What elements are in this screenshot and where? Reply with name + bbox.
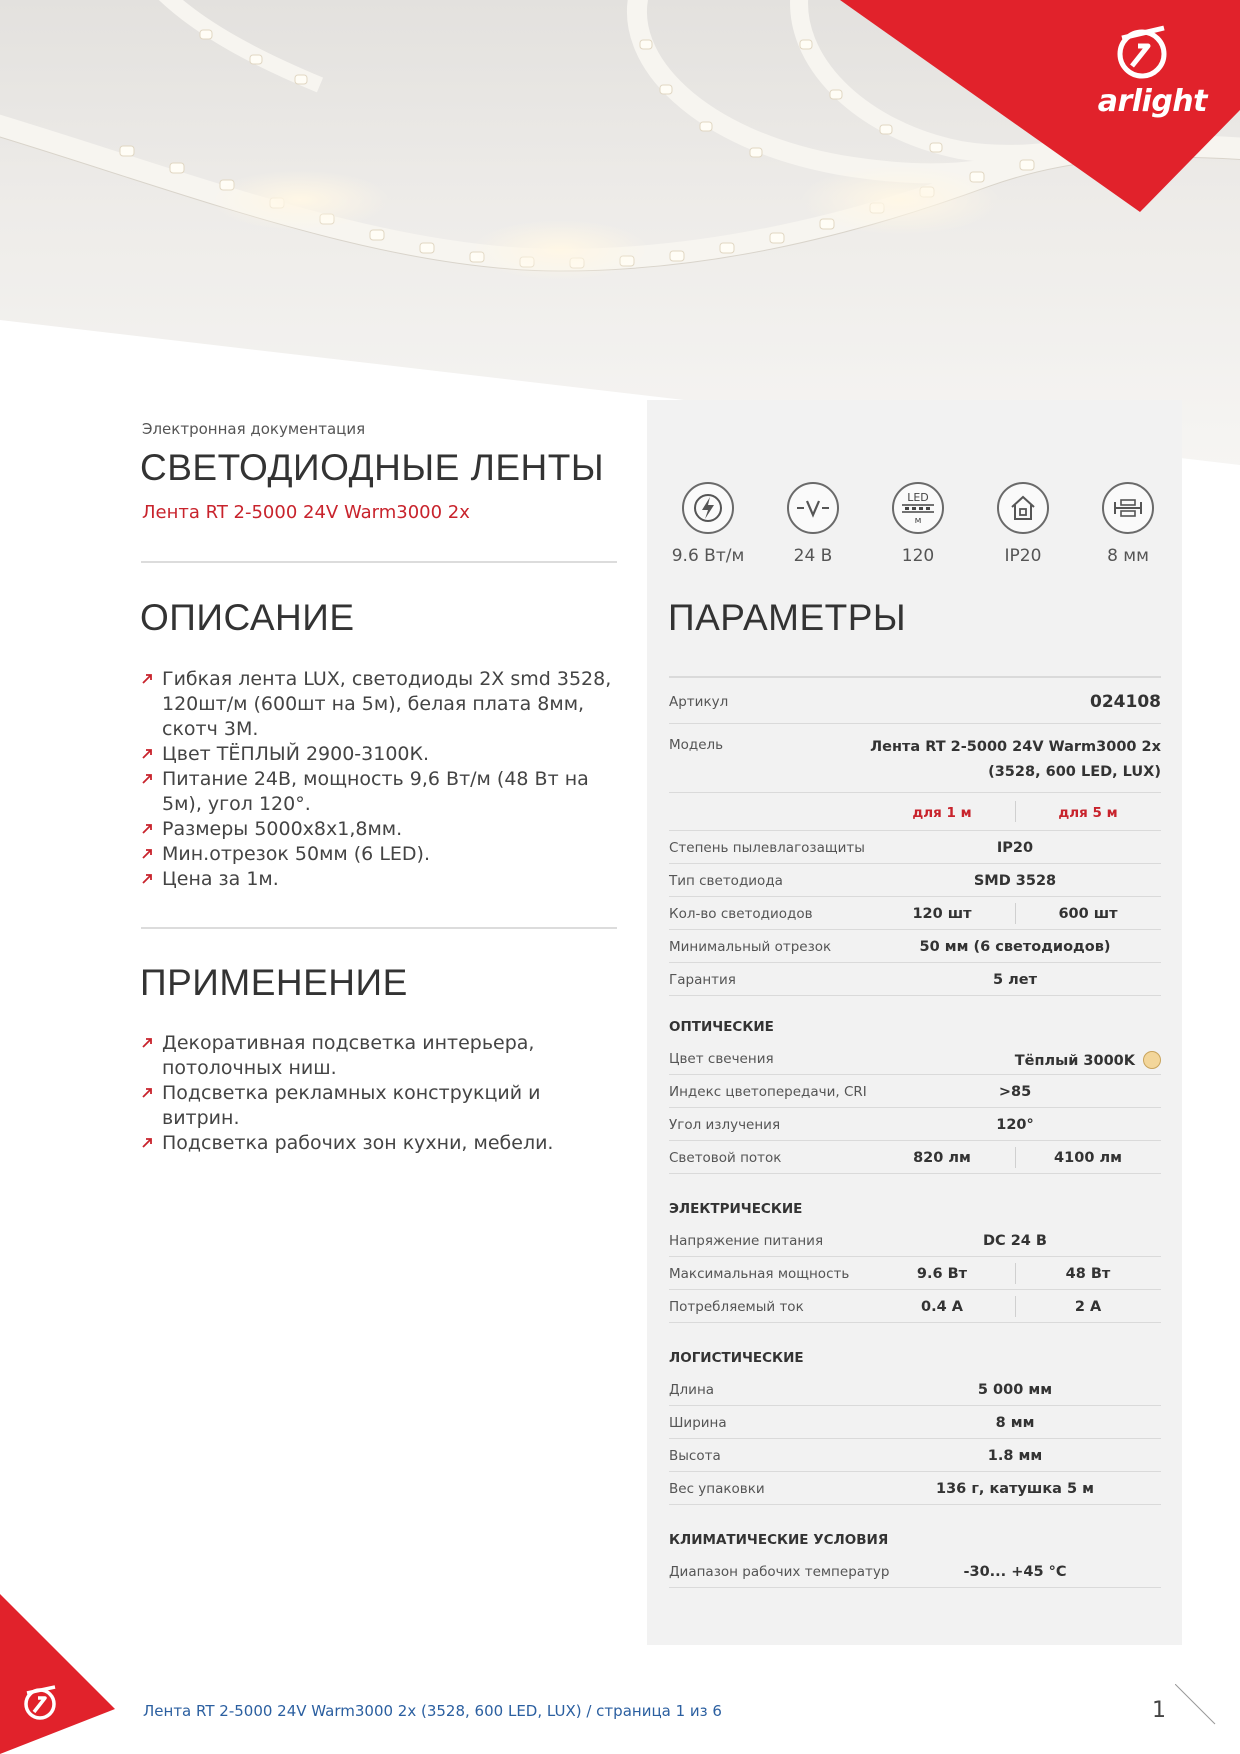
model-label: Модель — [669, 737, 724, 753]
led-per-meter-icon — [892, 482, 944, 534]
list-item — [142, 1031, 612, 1081]
page-title: СВЕТОДИОДНЫЕ ЛЕНТЫ — [140, 447, 605, 488]
param-row — [669, 1555, 1161, 1588]
param-label: Минимальный отрезок — [669, 939, 832, 955]
param-value-text: 136 г, катушка 5 м — [936, 1481, 1094, 1497]
param-label: Длина — [669, 1382, 715, 1398]
house-ip-icon — [997, 482, 1049, 534]
param-value — [869, 1481, 1161, 1497]
parameters-table — [669, 676, 1161, 1588]
param-value-1m: 9.6 Вт — [916, 1266, 968, 1282]
bullet-arrow-icon — [142, 773, 153, 784]
feature-voltage — [773, 482, 853, 566]
list-item-text: Подсветка рекламных конструкций и витрин. — [162, 1082, 541, 1129]
voltage-icon — [787, 482, 839, 534]
param-value-5m: 4100 лм — [1054, 1150, 1122, 1166]
logistic-heading: ЛОГИСТИЧЕСКИЕ — [669, 1350, 804, 1366]
electrical-rows — [669, 1224, 1161, 1323]
param-label: Цвет свечения — [669, 1051, 774, 1067]
param-value — [869, 1117, 1161, 1133]
model-value-line-2: (3528, 600 LED, LUX) — [988, 764, 1161, 780]
param-row — [669, 1075, 1161, 1108]
ip-label: IP20 — [1004, 546, 1042, 566]
param-row — [669, 1108, 1161, 1141]
param-value-text: 5 000 мм — [977, 1382, 1053, 1398]
divider — [141, 561, 617, 563]
param-value — [869, 1051, 1161, 1069]
description-list — [142, 667, 612, 892]
param-value — [869, 972, 1161, 988]
optical-rows — [669, 1042, 1161, 1174]
param-value-text: 50 мм (6 светодиодов) — [919, 939, 1111, 955]
param-value — [869, 1233, 1161, 1249]
bullet-arrow-icon — [142, 748, 153, 759]
list-item — [142, 817, 612, 842]
list-item-text: Мин.отрезок 50мм (6 LED). — [162, 843, 430, 865]
param-row — [669, 1042, 1161, 1075]
divider — [141, 927, 617, 929]
param-row — [669, 930, 1161, 963]
param-row — [669, 1472, 1161, 1505]
bullet-arrow-icon — [142, 1087, 153, 1098]
bullet-arrow-icon — [142, 673, 153, 684]
climate-heading: КЛИМАТИЧЕСКИЕ УСЛОВИЯ — [669, 1532, 889, 1548]
list-item-text: Цена за 1м. — [162, 868, 279, 890]
param-row — [669, 1141, 1161, 1174]
article-label: Артикул — [669, 694, 729, 710]
param-row — [669, 1257, 1161, 1290]
param-value-1m: 120 шт — [912, 906, 972, 922]
feature-icons — [668, 482, 1158, 566]
param-row — [669, 897, 1161, 930]
page-number: 1 — [1152, 1698, 1166, 1723]
list-item — [142, 767, 612, 817]
param-label: Степень пылевлагозащиты — [669, 840, 865, 856]
product-subtitle: Лента RT 2-5000 24V Warm3000 2x — [142, 502, 470, 523]
param-label: Вес упаковки — [669, 1481, 765, 1497]
list-item — [142, 1131, 612, 1156]
model-value — [869, 735, 1161, 785]
param-row — [669, 1373, 1161, 1406]
param-value-text: DC 24 В — [982, 1233, 1047, 1249]
list-item-text: Подсветка рабочих зон кухни, мебели. — [162, 1132, 554, 1154]
row-article — [669, 678, 1161, 724]
footer-caption: Лента RT 2-5000 24V Warm3000 2x (3528, 600 LED, LUX) / страница 1 из 6 — [143, 1702, 722, 1720]
param-value — [869, 1564, 1161, 1580]
param-value-5m: 48 Вт — [1065, 1266, 1111, 1282]
row-column-headers — [669, 793, 1161, 831]
param-value — [869, 840, 1161, 856]
param-value-text: -30... +45 °C — [963, 1564, 1067, 1580]
list-item-text: Размеры 5000х8х1,8мм. — [162, 818, 403, 840]
param-value-text: 120° — [996, 1117, 1034, 1133]
param-value — [869, 939, 1161, 955]
width-label: 8 мм — [1107, 546, 1149, 566]
row-model — [669, 724, 1161, 793]
voltage-label: 24 В — [793, 546, 833, 566]
param-value — [869, 1084, 1161, 1100]
power-icon — [682, 482, 734, 534]
brand-name: arlight — [1097, 84, 1207, 119]
application-heading: ПРИМЕНЕНИЕ — [140, 962, 408, 1003]
description-heading: ОПИСАНИЕ — [140, 597, 355, 638]
param-value-1m: 0.4 А — [921, 1299, 963, 1315]
param-label: Диапазон рабочих температур — [669, 1564, 890, 1580]
color-swatch-icon — [1143, 1051, 1161, 1069]
param-label: Потребляемый ток — [669, 1299, 804, 1315]
feature-led-count — [878, 482, 958, 566]
param-value — [869, 1448, 1161, 1464]
list-item-text: Цвет ТЁПЛЫЙ 2900-3100К. — [162, 743, 430, 765]
feature-power — [668, 482, 748, 566]
logistic-rows — [669, 1373, 1161, 1505]
param-value-5m: 2 А — [1074, 1299, 1102, 1315]
param-row — [669, 1439, 1161, 1472]
meter-glyph-text: м — [914, 516, 922, 526]
feature-ip — [983, 482, 1063, 566]
list-item — [142, 1081, 612, 1131]
bullet-arrow-icon — [142, 823, 153, 834]
feature-width — [1088, 482, 1168, 566]
application-list — [142, 1031, 612, 1156]
param-label: Угол излучения — [669, 1117, 781, 1133]
param-value-text: SMD 3528 — [973, 873, 1057, 889]
param-value — [869, 873, 1161, 889]
list-item-text: Питание 24В, мощность 9,6 Вт/м (48 Вт на 5м), угол 120°. — [162, 768, 589, 815]
param-row — [669, 1406, 1161, 1439]
list-item — [142, 667, 612, 742]
param-value-text: >85 — [998, 1084, 1032, 1100]
param-label: Высота — [669, 1448, 721, 1464]
param-value-text: 8 мм — [995, 1415, 1035, 1431]
led-count-label: 120 — [901, 546, 935, 566]
param-value-1m: 820 лм — [913, 1150, 971, 1166]
param-row — [669, 1290, 1161, 1323]
brand-corner — [840, 0, 1240, 215]
list-item — [142, 742, 612, 767]
bullet-arrow-icon — [142, 848, 153, 859]
parameters-heading: ПАРАМЕТРЫ — [668, 597, 907, 638]
model-value-line-1: Лента RT 2-5000 24V Warm3000 2x — [870, 739, 1161, 755]
column-1m: для 1 м — [912, 805, 972, 821]
param-label: Индекс цветопередачи, CRI — [669, 1084, 867, 1100]
param-value — [869, 1415, 1161, 1431]
footer-brand-triangle — [0, 1594, 120, 1754]
param-value-text: Тёплый 3000K — [1014, 1053, 1135, 1069]
param-label: Ширина — [669, 1415, 727, 1431]
param-row — [669, 1224, 1161, 1257]
list-item-text: Декоративная подсветка интерьера, потолочных ниш. — [162, 1032, 535, 1079]
param-value-text: 5 лет — [993, 972, 1037, 988]
electrical-heading: ЭЛЕКТРИЧЕСКИЕ — [669, 1201, 803, 1217]
doc-kicker: Электронная документация — [142, 420, 366, 438]
column-5m: для 5 м — [1058, 805, 1118, 821]
bullet-arrow-icon — [142, 1137, 153, 1148]
param-value-text: 1.8 мм — [987, 1448, 1043, 1464]
bullet-arrow-icon — [142, 873, 153, 884]
list-item-text: Гибкая лента LUX, светодиоды 2Х smd 3528, 120шт/м (600шт на 5м), белая плата 8мм, скотч 3М. — [162, 668, 612, 740]
param-row — [669, 831, 1161, 864]
param-value-text: IP20 — [996, 840, 1034, 856]
width-icon — [1102, 482, 1154, 534]
param-label: Гарантия — [669, 972, 736, 988]
page-corner-mark — [1175, 1684, 1225, 1734]
arlight-logo-icon — [1108, 24, 1178, 82]
article-value: 024108 — [1090, 692, 1161, 712]
param-value — [869, 1382, 1161, 1398]
param-value-5m: 600 шт — [1058, 906, 1118, 922]
general-rows — [669, 831, 1161, 996]
climate-rows — [669, 1555, 1161, 1588]
param-row — [669, 963, 1161, 996]
bullet-arrow-icon — [142, 1037, 153, 1048]
power-label: 9.6 Вт/м — [671, 546, 745, 566]
param-label: Напряжение питания — [669, 1233, 824, 1249]
optical-heading: ОПТИЧЕСКИЕ — [669, 1019, 774, 1035]
param-label: Тип светодиода — [669, 873, 783, 889]
param-label: Максимальная мощность — [669, 1266, 850, 1282]
list-item — [142, 842, 612, 867]
param-row — [669, 864, 1161, 897]
list-item — [142, 867, 612, 892]
led-glyph-text: LED — [907, 491, 929, 504]
param-label: Световой поток — [669, 1150, 782, 1166]
param-label: Кол-во светодиодов — [669, 906, 813, 922]
